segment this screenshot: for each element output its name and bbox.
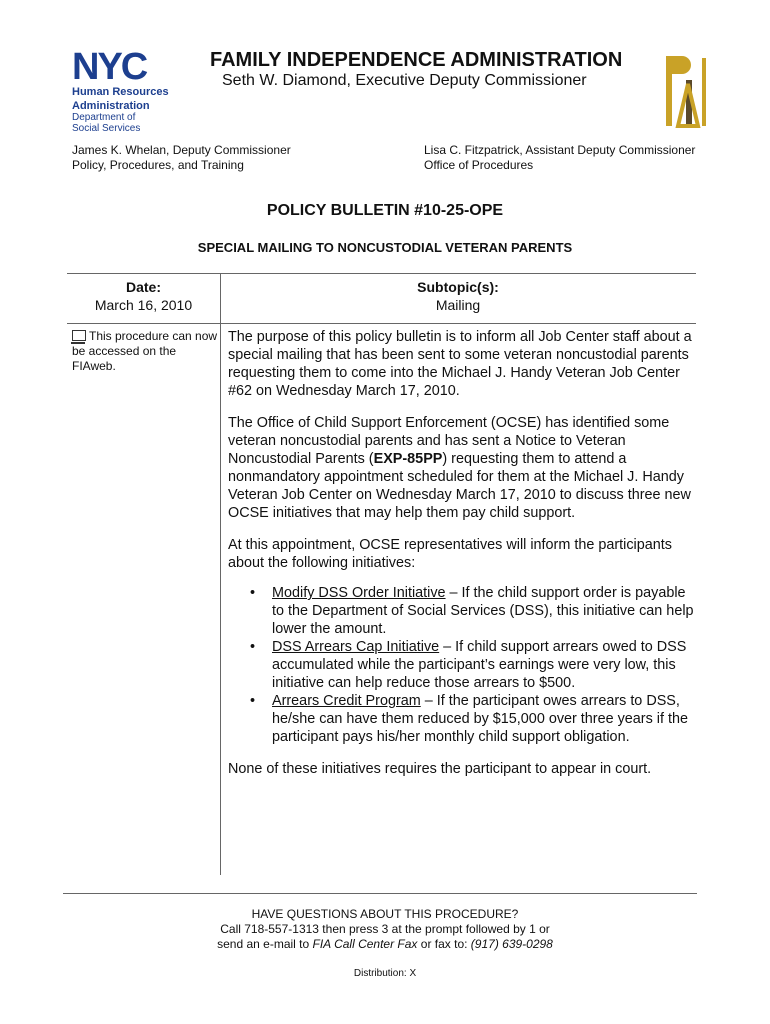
deputy-right-office: Office of Procedures <box>424 158 534 172</box>
deputy-right <box>424 143 695 173</box>
table-header-rule <box>67 323 696 324</box>
deputy-left <box>72 143 291 173</box>
computer-icon <box>72 330 86 341</box>
fiaweb-note-text: This procedure can now be accessed on the FIAweb. <box>72 329 218 373</box>
footer-email-text: send an e-mail to <box>217 937 313 951</box>
hra-logo <box>72 46 182 134</box>
list-item <box>272 638 698 692</box>
deputy-left-name: James K. Whelan, Deputy Commissioner <box>72 143 291 157</box>
agency-name: FAMILY INDEPENDENCE ADMINISTRATION <box>210 49 623 71</box>
footer-fax-text: or fax to: <box>417 937 471 951</box>
footer-email <box>0 937 770 952</box>
ocse-text-a: The Office of Child Support Enforcement (OCSE) has identified some veteran noncustodial parents and has sent a Notice to Veteran Noncustodial Parents ( <box>228 415 670 467</box>
body-paragraph-appointment: At this appointment, OCSE representatives will inform the participants about the following initiatives: <box>228 537 672 571</box>
deputy-left-office: Policy, Procedures, and Training <box>72 158 244 172</box>
body-paragraph-purpose: The purpose of this policy bulletin is to inform all Job Center staff about a special mailing that has been sent to some veteran noncustodial parents requesting them to come into the Michael J. Handy Veteran Job Center #62 on Wednesday March 17, 2010. <box>228 329 692 399</box>
table-top-rule <box>67 273 696 274</box>
hra-name-line1: Human Resources <box>72 86 169 98</box>
bulletin-subtitle: SPECIAL MAILING TO NONCUSTODIAL VETERAN PARENTS <box>197 240 573 255</box>
fax-number: (917) 639-0298 <box>470 937 553 951</box>
initiatives-list <box>228 584 698 746</box>
pai-emblem-icon <box>664 50 714 134</box>
initiative-name: Arrears Credit Program <box>272 693 421 709</box>
footer-rule <box>63 893 697 894</box>
body-paragraph-ocse <box>228 414 698 522</box>
initiative-desc: – If the child support order is payable to the Department of Social Services (DSS), this initiative can help lower the amount. <box>272 585 694 637</box>
pai-logo <box>664 50 714 134</box>
ocse-text-b: ) requesting them to attend a nonmandatory appointment scheduled for them at the Michael J. Handy Veteran Job Center on Wednesday March 17, 2010 to discuss three new OCSE initiatives that may help them pay child support. <box>228 451 691 521</box>
subtopic-label: Subtopic(s): <box>417 279 499 295</box>
date-value: March 16, 2010 <box>94 297 193 313</box>
subtopic-value: Mailing <box>435 297 481 313</box>
date-label: Date: <box>125 279 161 295</box>
distribution: Distribution: X <box>353 968 417 979</box>
footer-contact <box>0 907 770 952</box>
subtopic-cell <box>220 278 696 314</box>
nyc-mark <box>72 46 182 88</box>
fiaweb-note <box>72 329 218 374</box>
deputy-right-name: Lisa C. Fitzpatrick, Assistant Deputy Commissioner <box>424 143 696 157</box>
initiative-name: DSS Arrears Cap Initiative <box>272 639 440 655</box>
initiative-name: Modify DSS Order Initiative <box>272 585 446 601</box>
footer-call: Call 718-557-1313 then press 3 at the prompt followed by 1 or <box>220 922 550 936</box>
form-number: EXP-85PP <box>373 451 443 467</box>
list-item <box>272 692 698 746</box>
initiative-desc: – If child support arrears owed to DSS accumulated while the participant’s earnings were very low, this initiative can help reduce those arrears to $500. <box>272 639 687 691</box>
fia-call-center-fax: FIA Call Center Fax <box>312 937 418 951</box>
hra-name-line2: Administration <box>72 100 150 112</box>
nyc-logo-text: NYC <box>72 46 147 88</box>
table-column-divider <box>220 273 221 875</box>
bulletin-body <box>228 328 698 792</box>
dss-name-line2: Social Services <box>72 123 141 134</box>
executive-commissioner: Seth W. Diamond, Executive Deputy Commissioner <box>222 72 587 89</box>
footer-heading: HAVE QUESTIONS ABOUT THIS PROCEDURE? <box>251 907 519 921</box>
list-item <box>272 584 698 638</box>
initiative-desc: – If the participant owes arrears to DSS, he/she can have them reduced by $15,000 over three years if the participant pays his/her monthly child support obligation. <box>272 693 688 745</box>
bulletin-title: POLICY BULLETIN #10-25-OPE <box>266 202 504 219</box>
date-cell <box>67 278 220 314</box>
dss-name-line1: Department of <box>72 112 136 123</box>
body-paragraph-court: None of these initiatives requires the participant to appear in court. <box>228 761 652 777</box>
